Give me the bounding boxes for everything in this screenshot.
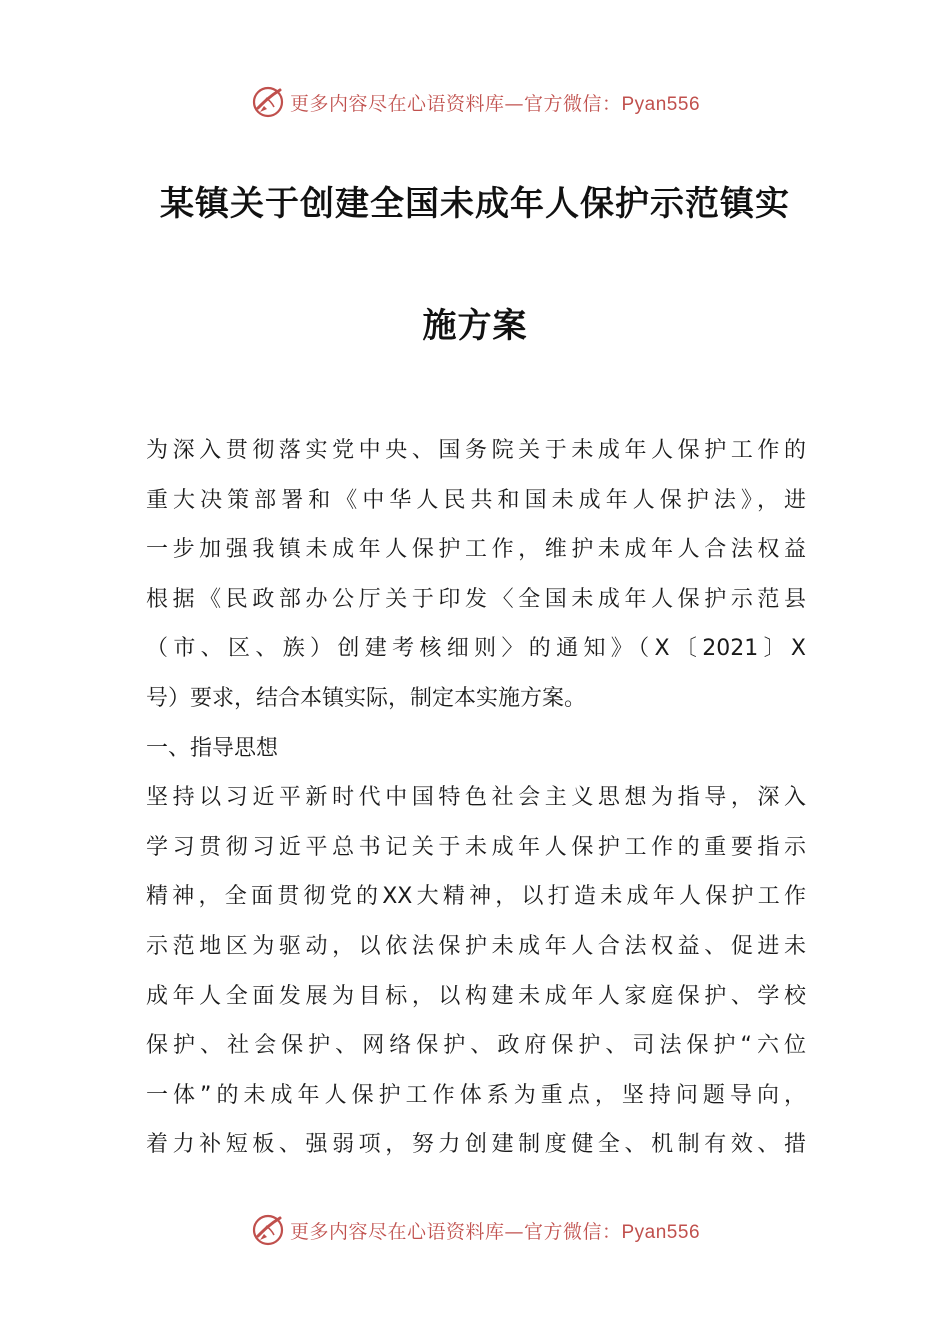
header-banner-text bbox=[290, 89, 700, 116]
footer-site-text: 更多内容尽在心语资料库 bbox=[289, 1220, 505, 1243]
body-line: 保护、社会保护、网络保护、政府保护、司法保护“六位 bbox=[146, 1033, 806, 1059]
body-line: 精神，全面贯彻党的XX大精神，以打造未成年人保护工作 bbox=[146, 884, 806, 910]
header-site-text: 更多内容尽在心语资料库 bbox=[289, 92, 505, 115]
pen-logo-icon bbox=[250, 1212, 286, 1248]
body-line: 坚持以习近平新时代中国特色社会主义思想为指导，深入 bbox=[146, 785, 806, 811]
section-heading: 一、指导思想 bbox=[146, 735, 279, 761]
footer-official-label: 官方微信： bbox=[523, 1220, 622, 1243]
header-dash: — bbox=[504, 92, 524, 115]
footer-wechat-id: Pyan556 bbox=[621, 1221, 701, 1243]
header-wechat-id: Pyan556 bbox=[621, 93, 701, 115]
body-line: 号）要求，结合本镇实际，制定本实施方案。 bbox=[146, 685, 587, 711]
body-line: 学习贯彻习近平总书记关于未成年人保护工作的重要指示 bbox=[146, 834, 806, 860]
footer-banner bbox=[0, 1210, 950, 1250]
body-line: 一步加强我镇未成年人保护工作，维护未成年人合法权益 bbox=[146, 537, 806, 563]
pen-logo-icon bbox=[250, 84, 286, 120]
body-line: 一体”的未成年人保护工作体系为重点，坚持问题导向， bbox=[146, 1082, 806, 1108]
body-line: 示范地区为驱动，以依法保护未成年人合法权益、促进未 bbox=[146, 933, 806, 959]
document-title-line-1: 某镇关于创建全国未成年人保护示范镇实 bbox=[160, 184, 790, 224]
document-body bbox=[146, 426, 806, 1170]
body-line: 着力补短板、强弱项，努力创建制度健全、机制有效、措 bbox=[146, 1132, 806, 1158]
header-official-label: 官方微信： bbox=[523, 92, 622, 115]
document-title-line-2: 施方案 bbox=[422, 306, 528, 346]
body-line: 重大决策部署和《中华人民共和国未成年人保护法》，进 bbox=[146, 487, 806, 513]
footer-banner-text bbox=[290, 1217, 700, 1244]
header-banner bbox=[0, 82, 950, 122]
body-line: 根据《民政部办公厅关于印发〈全国未成年人保护示范县 bbox=[146, 586, 806, 612]
body-line: 成年人全面发展为目标，以构建未成年人家庭保护、学校 bbox=[146, 983, 806, 1009]
body-line: （市、区、族）创建考核细则〉的通知》（X〔2021〕X bbox=[146, 636, 806, 662]
footer-dash: — bbox=[504, 1220, 524, 1243]
body-line: 为深入贯彻落实党中央、国务院关于未成年人保护工作的 bbox=[146, 438, 806, 463]
